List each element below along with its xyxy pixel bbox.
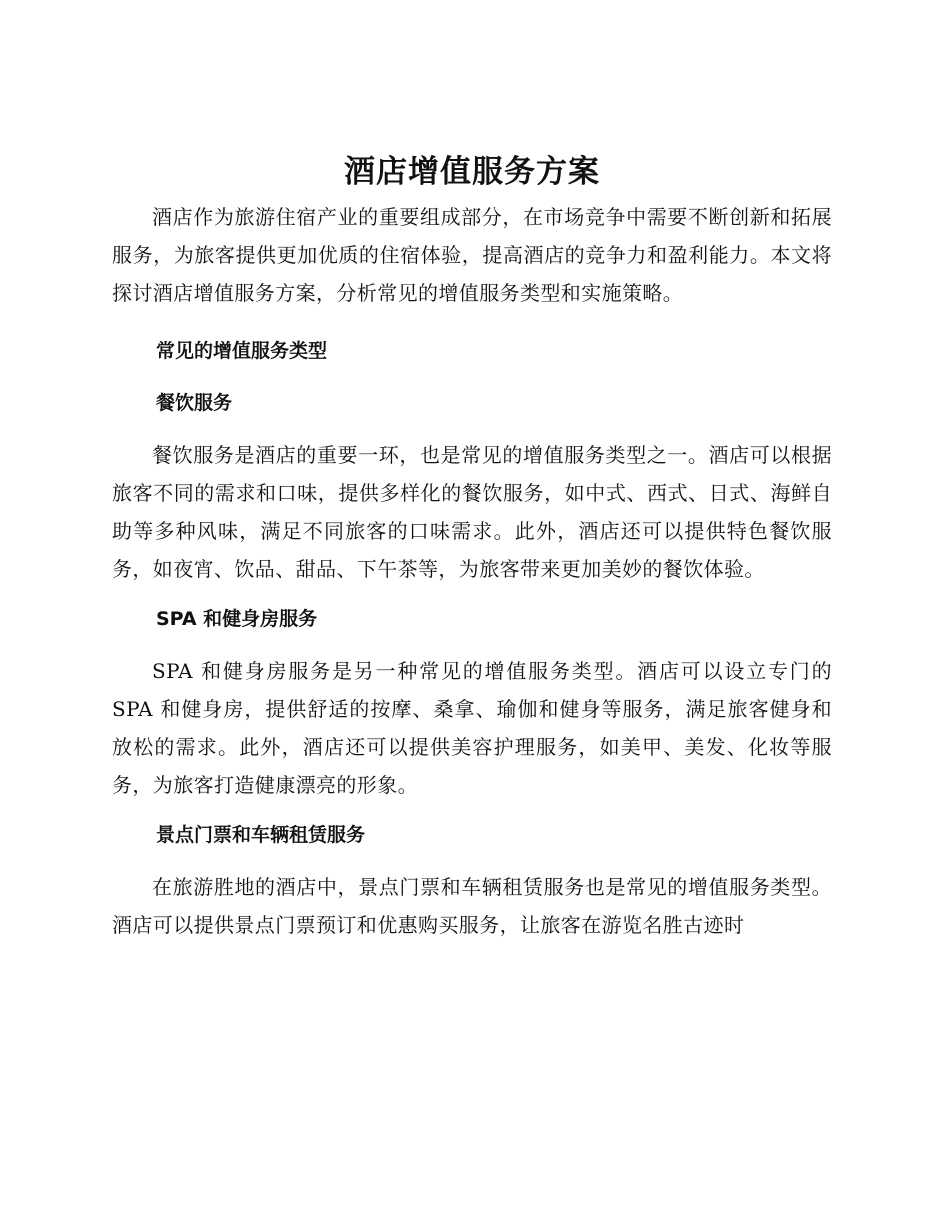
subsection-heading-dining: 餐饮服务 [156,392,233,414]
section-heading: 常见的增值服务类型 [156,340,328,362]
paragraph-dining: 餐饮服务是酒店的重要一环，也是常见的增值服务类型之一。酒店可以根据旅客不同的需求和口味，提供多样化的餐饮服务，如中式、西式、日式、海鲜自助等多种风味，满足不同旅客的口味需求。此外，酒店还可以提供特色餐饮服务，如夜宵、饮品、甜品、下午茶等，为旅客带来更加美妙的餐饮体验。 [112,443,832,581]
intro-paragraph: 酒店作为旅游住宿产业的重要组成部分，在市场竞争中需要不断创新和拓展服务，为旅客提供更加优质的住宿体验，提高酒店的竞争力和盈利能力。本文将探讨酒店增值服务方案，分析常见的增值服务类型和实施策略。 [112,205,832,305]
document-page [112,150,832,956]
subsection-heading-spa: SPA 和健身房服务 [156,608,318,630]
document-title: 酒店增值服务方案 [344,154,600,190]
subsection-heading-tickets: 景点门票和车辆租赁服务 [156,824,366,846]
paragraph-spa: SPA 和健身房服务是另一种常见的增值服务类型。酒店可以设立专门的 SPA 和健身房，提供舒适的按摩、桑拿、瑜伽和健身等服务，满足旅客健身和放松的需求。此外，酒店还可以提供美容护理服务，如美甲、美发、化妆等服务，为旅客打造健康漂亮的形象。 [112,659,832,797]
paragraph-tickets: 在旅游胜地的酒店中，景点门票和车辆租赁服务也是常见的增值服务类型。酒店可以提供景点门票预订和优惠购买服务，让旅客在游览名胜古迹时 [112,875,832,937]
